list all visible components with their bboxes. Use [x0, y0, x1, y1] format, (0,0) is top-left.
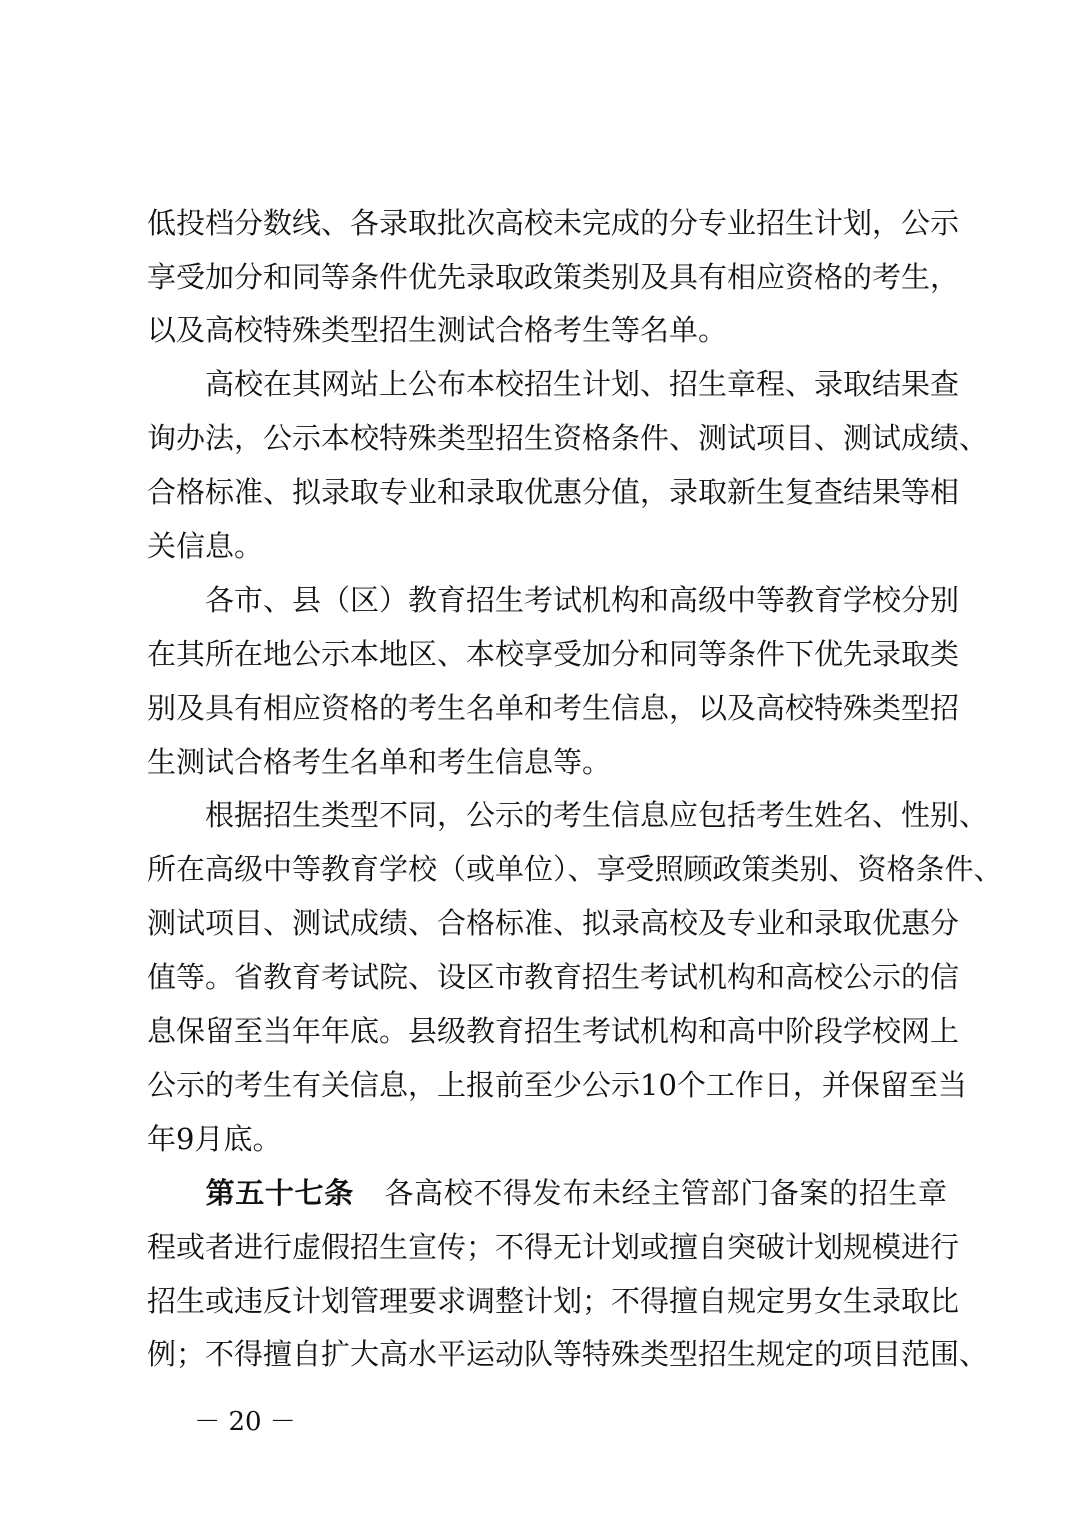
text-line: 程或者进行虚假招生宣传；不得无计划或擅自突破计划规模进行: [147, 1230, 960, 1264]
article-heading: 第五十七条: [205, 1176, 354, 1210]
text-line: 关信息。: [147, 529, 264, 563]
text-line: 测试项目、测试成绩、合格标准、拟录高校及专业和录取优惠分: [147, 906, 960, 940]
text-line: 别及具有相应资格的考生名单和考生信息，以及高校特殊类型招: [147, 691, 960, 725]
text-line: 根据招生类型不同，公示的考生信息应包括考生姓名、性别、: [147, 798, 989, 832]
text-line: 公示的考生有关信息，上报前至少公示10个工作日，并保留至当: [147, 1068, 967, 1102]
text-line: 各市、县（区）教育招生考试机构和高级中等教育学校分别: [147, 583, 960, 617]
page-number: － 20 －: [194, 1407, 296, 1437]
article-first-line: [147, 1173, 947, 1213]
text-line: 低投档分数线、各录取批次高校未完成的分专业招生计划，公示: [147, 206, 960, 240]
text-line: 合格标准、拟录取专业和录取优惠分值，录取新生复查结果等相: [147, 475, 960, 509]
text-line: 高校在其网站上公布本校招生计划、招生章程、录取结果查: [147, 367, 960, 401]
text-line: 享受加分和同等条件优先录取政策类别及具有相应资格的考生，: [147, 260, 960, 294]
text-line: 询办法，公示本校特殊类型招生资格条件、测试项目、测试成绩、: [147, 421, 989, 455]
text-line: 年9月底。: [147, 1122, 282, 1156]
text-line: 例；不得擅自扩大高水平运动队等特殊类型招生规定的项目范围、: [147, 1337, 989, 1371]
article-text: 各高校不得发布未经主管部门备案的招生章: [383, 1176, 947, 1210]
text-line: 在其所在地公示本地区、本校享受加分和同等条件下优先录取类: [147, 637, 960, 671]
text-line: 生测试合格考生名单和考生信息等。: [147, 745, 612, 779]
text-line: 招生或违反计划管理要求调整计划；不得擅自规定男女生录取比: [147, 1284, 960, 1318]
text-line: 值等。省教育考试院、设区市教育招生考试机构和高校公示的信: [147, 960, 960, 994]
text-line: 以及高校特殊类型招生测试合格考生等名单。: [147, 313, 728, 347]
text-line: 所在高级中等教育学校（或单位）、享受照顾政策类别、资格条件、: [147, 852, 1003, 886]
text-line: 息保留至当年年底。县级教育招生考试机构和高中阶段学校网上: [147, 1014, 960, 1048]
